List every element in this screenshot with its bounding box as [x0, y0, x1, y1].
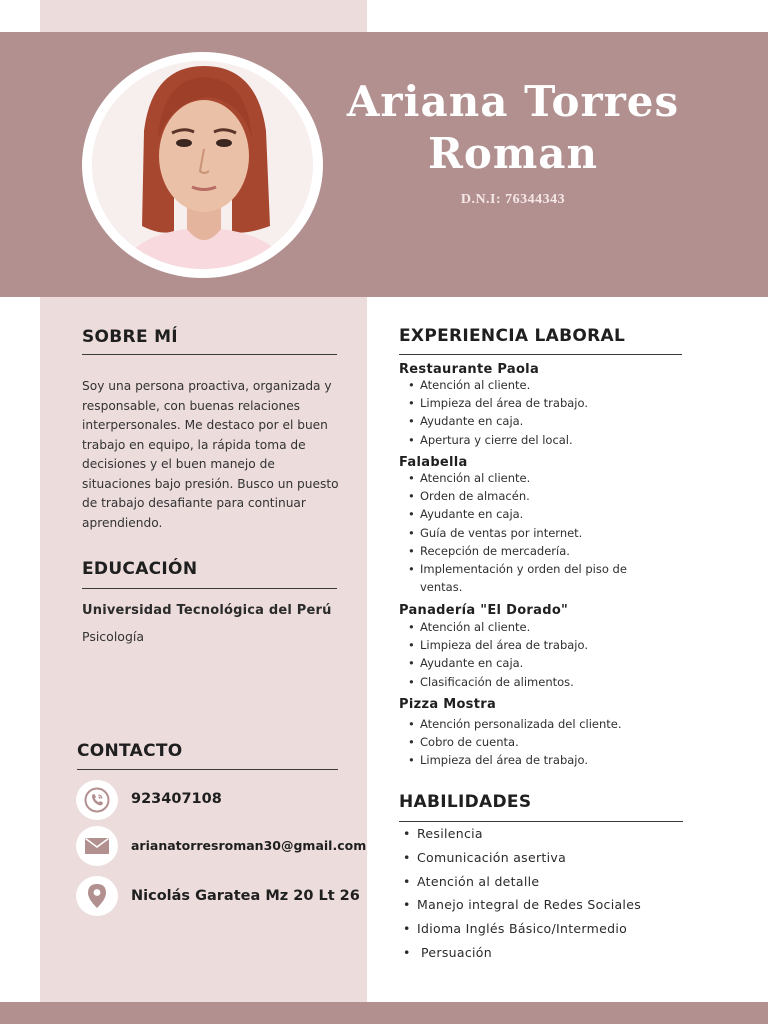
job-title: Pizza Mostra [399, 697, 497, 712]
about-text: Soy una persona proactiva, organizada y responsable, con buenas relaciones interpersonales. Me destaco por el buen trabajo en equipo, la rápida toma de decisiones y el buen manejo de situaciones bajo presión. Busco un puesto de trabajo desafiante para continuar aprendiendo. [82, 379, 339, 530]
contact-email: arianatorresroman30@gmail.com [131, 838, 367, 853]
list-item: • Manejo integral de Redes Sociales [417, 893, 641, 917]
education-degree: Psicología [82, 629, 145, 644]
candidate-name-line2: Roman [427, 129, 599, 178]
list-item: • Persuación [417, 941, 641, 965]
job-duties-list [420, 618, 660, 691]
list-item: • Idioma Inglés Básico/Intermedio [417, 917, 641, 941]
job-duties-list [420, 376, 660, 449]
about-divider [82, 354, 337, 355]
list-item: • Atención al cliente. [420, 376, 660, 394]
list-item: • Atención al detalle [417, 870, 641, 894]
list-item: • Implementación y orden del piso de ventas. [420, 560, 655, 596]
profile-photo-illustration [92, 61, 313, 269]
profile-photo [92, 61, 313, 269]
list-item: • Limpieza del área de trabajo. [420, 394, 660, 412]
list-item: • Apertura y cierre del local. [420, 431, 660, 449]
contact-address: Nicolás Garatea Mz 20 Lt 26 [131, 888, 360, 904]
list-item: • Resilencia [417, 822, 641, 846]
dni-number: D.N.I: 76344343 [460, 192, 566, 207]
experience-divider [399, 354, 682, 355]
footer-band [0, 1002, 768, 1024]
job-title: Falabella [399, 455, 468, 470]
list-item: • Recepción de mercadería. [420, 542, 660, 560]
list-item: • Ayudante en caja. [420, 654, 660, 672]
list-item: • Comunicación asertiva [417, 846, 641, 870]
candidate-name [330, 76, 696, 180]
list-item: • Ayudante en caja. [420, 412, 660, 430]
contact-divider [77, 769, 338, 770]
job-duties-list [420, 715, 660, 770]
experience-heading: EXPERIENCIA LABORAL [399, 326, 626, 346]
list-item: • Atención al cliente. [420, 618, 660, 636]
contact-heading: CONTACTO [77, 741, 183, 761]
education-school: Universidad Tecnológica del Perú [82, 603, 332, 618]
list-item: • Atención al cliente. [420, 469, 660, 487]
location-icon [76, 876, 118, 916]
list-item: • Limpieza del área de trabajo. [420, 751, 660, 769]
skills-list [417, 822, 641, 965]
job-title: Panadería "El Dorado" [399, 603, 569, 618]
email-icon [76, 826, 118, 866]
about-heading: SOBRE MÍ [82, 327, 178, 347]
phone-icon [76, 780, 118, 820]
list-item: • Ayudante en caja. [420, 505, 660, 523]
list-item: • Limpieza del área de trabajo. [420, 636, 660, 654]
education-heading: EDUCACIÓN [82, 559, 198, 579]
skills-heading: HABILIDADES [399, 792, 532, 812]
job-title: Restaurante Paola [399, 362, 540, 377]
list-item: • Cobro de cuenta. [420, 733, 660, 751]
list-item: • Clasificación de alimentos. [420, 673, 660, 691]
list-item: • Atención personalizada del cliente. [420, 715, 660, 733]
contact-phone: 923407108 [131, 791, 222, 807]
list-item: • Orden de almacén. [420, 487, 660, 505]
job-duties-list [420, 469, 660, 596]
candidate-name-line1: Ariana Torres [346, 77, 680, 126]
education-divider [82, 588, 337, 589]
list-item: • Guía de ventas por internet. [420, 524, 660, 542]
